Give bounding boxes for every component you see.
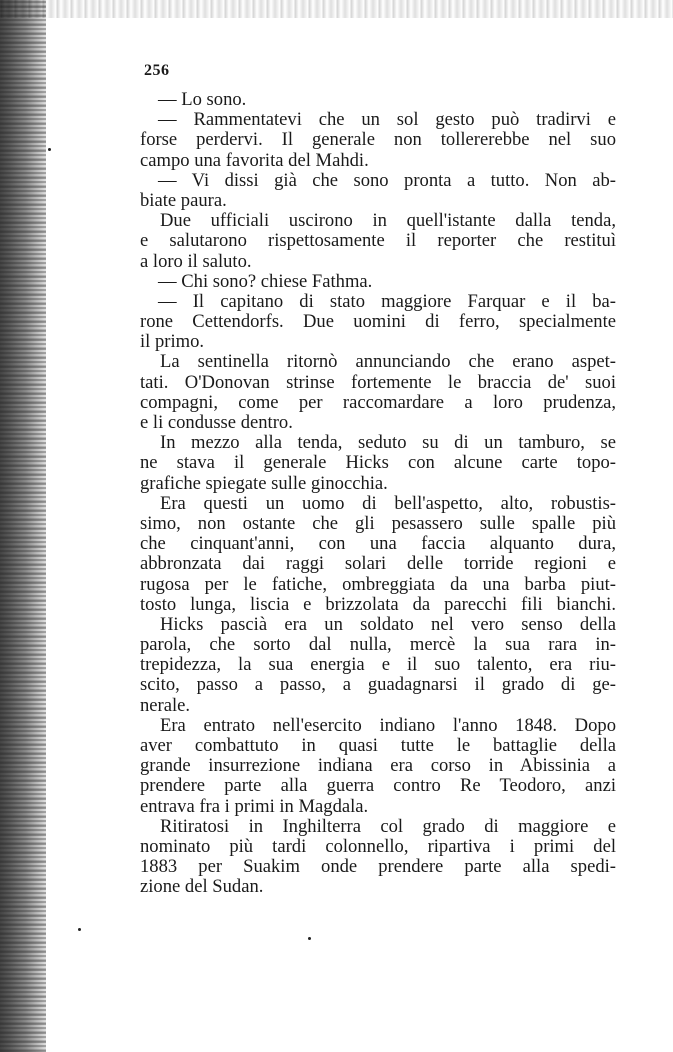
text-line: zione del Sudan. [140,876,264,898]
text-line: scito, passo a passo, a guadagnarsi il grado di ge- [140,674,616,696]
text-line: compagni, come per raccomardare a loro prudenza, [140,391,616,413]
text-line: — Lo sono. [158,89,247,110]
body-text [140,90,616,898]
text-line: a loro il saluto. [140,250,252,272]
text-line: Era questi un uomo di bell'aspetto, alto, robustis- [160,492,616,514]
text-line: abbronzata dai raggi solari delle torride regioni e [140,553,616,575]
text-line: — Vi dissi già che sono pronta a tutto. Non ab- [158,169,616,191]
text-line: ne stava il generale Hicks con alcune carte topo- [140,452,616,474]
text-line: — Rammentatevi che un sol gesto può tradirvi e [158,109,616,131]
text-line: e salutarono rispettosamente il reporter che restituì [140,230,616,252]
text-line: e li condusse dentro. [140,412,293,433]
text-line: tosto lunga, liscia e brizzolata da parecchi fili bianchi. [140,593,616,615]
text-line: simo, non ostante che gli pesassero sulle spalle più [140,512,616,534]
page-number: 256 [144,62,170,79]
scan-noise-top [0,0,673,18]
text-line: nominato più tardi colonnello, ripartiva i primi del [140,835,616,857]
text-line: grande insurrezione indiana era corso in Abissinia a [140,755,616,777]
text-line: trepidezza, la sua energia e il suo talento, era riu- [140,654,616,676]
text-line: tati. O'Donovan strinse fortemente le braccia de' suoi [140,371,616,393]
text-line: parola, che sorto dal nulla, mercè la sua rara in- [140,634,616,656]
text-line: 1883 per Suakim onde prendere parte alla spedi- [140,856,616,878]
scan-speck [308,937,311,940]
text-line: rone Cettendorfs. Due uomini di ferro, specialmente [140,311,616,333]
text-line: — Chi sono? chiese Fathma. [158,270,373,292]
text-line: aver combattuto in quasi tutte le battaglie della [140,735,616,756]
scan-speck [48,148,51,151]
text-line: Due ufficiali uscirono in quell'istante dalla tenda, [160,210,616,232]
text-line: In mezzo alla tenda, seduto su di un tamburo, se [160,432,616,454]
scan-speck [78,928,81,931]
text-line: biate paura. [140,189,227,211]
binding-edge-shadow [0,0,46,1052]
text-line: che cinquant'anni, con una faccia alquanto dura, [140,533,616,555]
text-line: grafiche spiegate sulle ginocchia. [140,472,388,494]
text-line: — Il capitano di stato maggiore Farquar e il ba- [158,290,616,312]
text-line: Ritiratosi in Inghilterra col grado di maggiore e [160,815,616,837]
text-line: nerale. [140,694,191,716]
text-line: forse perdervi. Il generale non tollererebbe nel suo [140,129,616,151]
text-line: prendere parte alla guerra contro Re Teodoro, anzi [140,775,616,797]
text-line: campo una favorita del Mahdi. [140,149,369,171]
text-line: il primo. [140,331,205,353]
text-line: rugosa per le fatiche, ombreggiata da una barba piut- [140,573,616,595]
text-line: La sentinella ritornò annunciando che erano aspet- [160,351,616,373]
text-line: Hicks pascià era un soldato nel vero senso della [160,613,616,635]
text-line: entrava fra i primi in Magdala. [140,795,369,817]
text-line: Era entrato nell'esercito indiano l'anno 1848. Dopo [160,714,616,736]
